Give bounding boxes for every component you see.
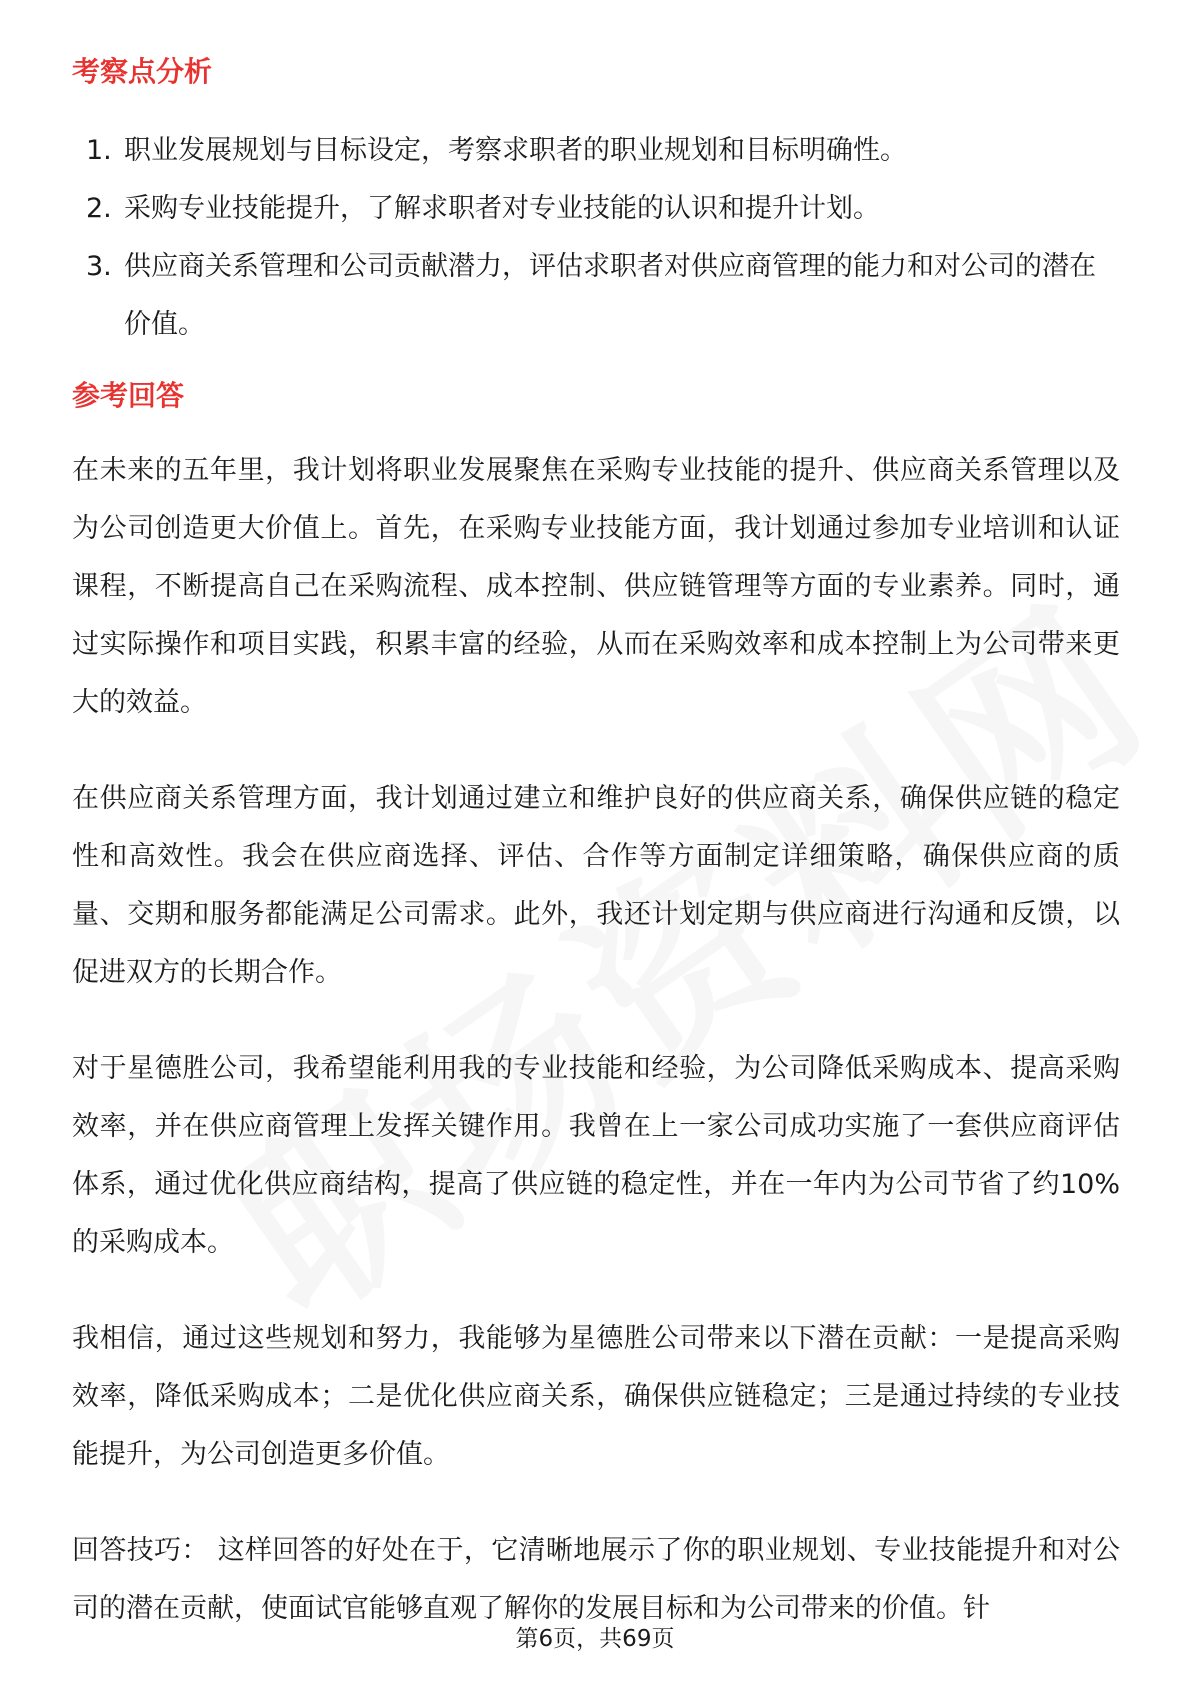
answer-body	[72, 442, 1120, 1638]
answer-paragraph: 我相信，通过这些规划和努力，我能够为星德胜公司带来以下潜在贡献：一是提高采购效率，降低采购成本；二是优化供应商关系，确保供应链稳定；三是通过持续的专业技能提升，为公司创造更多价值。	[72, 1323, 1120, 1470]
list-item	[72, 180, 1122, 238]
list-item-text: 职业发展规划与目标设定，考察求职者的职业规划和目标明确性。	[124, 135, 907, 166]
page-number-footer: 第6页，共69页	[515, 1626, 675, 1652]
answer-paragraph: 回答技巧： 这样回答的好处在于，它清晰地展示了你的职业规划、专业技能提升和对公司的潜在贡献，使面试官能够直观了解你的发展目标和为公司带来的价值。针	[72, 1535, 1120, 1624]
list-number: 1.	[86, 135, 112, 166]
section-heading-analysis: 考察点分析	[72, 55, 213, 88]
answer-paragraph: 在供应商关系管理方面，我计划通过建立和维护良好的供应商关系，确保供应链的稳定性和高效性。我会在供应商选择、评估、合作等方面制定详细策略，确保供应商的质量、交期和服务都能满足公司需求。此外，我还计划定期与供应商进行沟通和反馈，以促进双方的长期合作。	[72, 783, 1120, 988]
list-number: 2.	[86, 193, 112, 224]
answer-paragraph: 在未来的五年里，我计划将职业发展聚焦在采购专业技能的提升、供应商关系管理以及为公司创造更大价值上。首先，在采购专业技能方面，我计划通过参加专业培训和认证课程，不断提高自己在采购流程、成本控制、供应链管理等方面的专业素养。同时，通过实际操作和项目实践，积累丰富的经验，从而在采购效率和成本控制上为公司带来更大的效益。	[72, 455, 1120, 718]
list-item-text: 供应商关系管理和公司贡献潜力，评估求职者对供应商管理的能力和对公司的潜在价值。	[124, 251, 1096, 340]
list-number: 3.	[86, 251, 112, 282]
list-item	[72, 238, 1122, 354]
section-heading-answer: 参考回答	[72, 379, 185, 412]
list-item-text: 采购专业技能提升，了解求职者对专业技能的认识和提升计划。	[124, 193, 880, 224]
answer-paragraph: 对于星德胜公司，我希望能利用我的专业技能和经验，为公司降低采购成本、提高采购效率，并在供应商管理上发挥关键作用。我曾在上一家公司成功实施了一套供应商评估体系，通过优化供应商结构，提高了供应链的稳定性，并在一年内为公司节省了约10%的采购成本。	[72, 1053, 1120, 1258]
analysis-points-list	[72, 122, 1122, 354]
list-item	[72, 122, 1122, 180]
